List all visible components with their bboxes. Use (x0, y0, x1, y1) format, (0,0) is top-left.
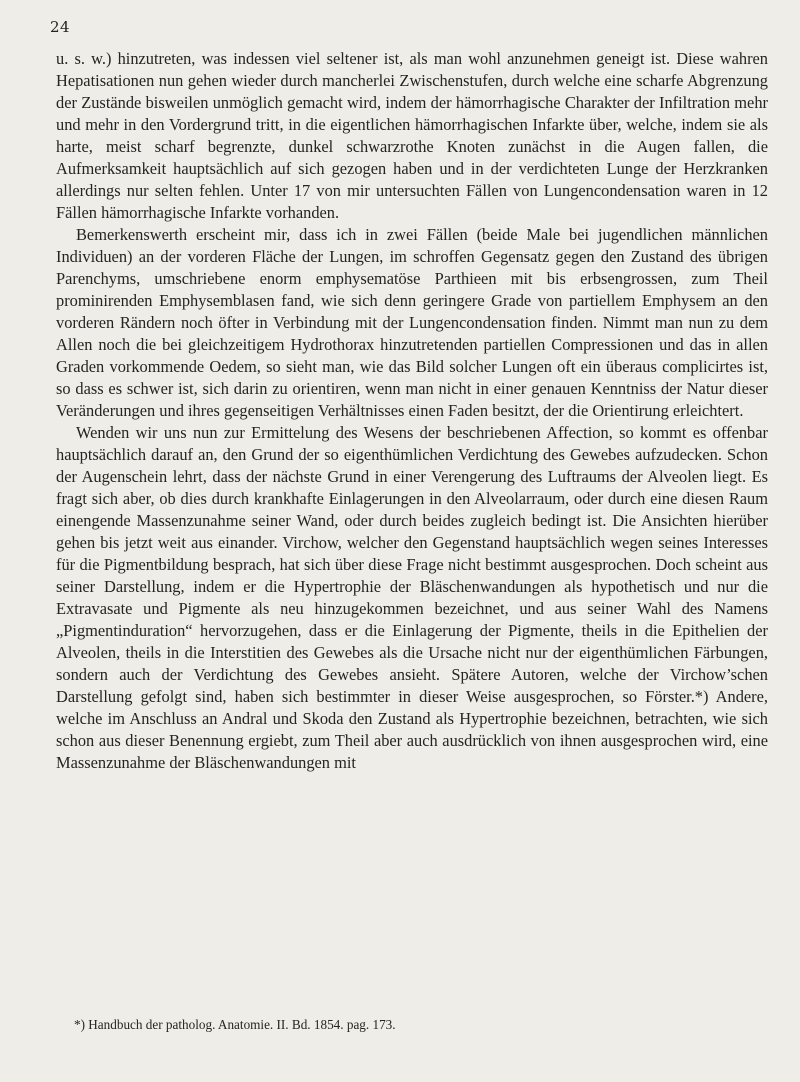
paragraph-2: Bemerkenswerth erscheint mir, dass ich in zwei Fällen (beide Male bei jugendlichen männlichen Individuen) an der vorderen Fläche der Lungen, im schroffen Gegensatz gegen den Zustand des übrigen Parenchyms, umschriebene enorm emphysematöse Parthieen mit bis erbsengrossen, zum Theil prominirenden Emphysemblasen fand, wie sich denn geringere Grade von partiellem Emphysem an den vorderen Rändern noch öfter in Verbindung mit der Lungencondensation finden. Nimmt man nun zu dem Allen noch die bei gleichzeitigem Hydrothorax hinzutretenden partiellen Compressionen und das in allen Graden vorkommende Oedem, so sieht man, wie das Bild solcher Lungen oft ein überaus complicirtes ist, so dass es schwer ist, sich darin zu orientiren, wenn man nicht in einer genauen Kenntniss der Natur dieser Veränderungen und ihres gegenseitigen Verhältnisses einen Faden besitzt, der die Orientirung erleichtert. (56, 225, 768, 420)
footnote: *) Handbuch der patholog. Anatomie. II. Bd. 1854. pag. 173. (74, 1017, 396, 1032)
paragraph-1: u. s. w.) hinzutreten, was indessen viel seltener ist, als man wohl anzunehmen geneigt ist. Diese wahren Hepatisationen nun gehen wieder durch mancherlei Zwischenstufen, durch welche eine scharfe Abgrenzung der Zustände bisweilen unmöglich gemacht wird, indem der hämorrhagische Charakter der Infiltration mehr und mehr in den Vordergrund tritt, in die eigentlichen hämorrhagischen Infarkte über, welche, indem sie als harte, meist scharf begrenzte, dunkel schwarzrothe Knoten zunächst in die Augen fallen, die Aufmerksamkeit hauptsächlich auf sich gezogen haben und in der verdichteten Lunge der Herzkranken allerdings nur selten fehlen. Unter 17 von mir untersuchten Fällen von Lungencondensation waren in 12 Fällen hämorrhagische Infarkte vorhanden. (56, 49, 768, 222)
page-number: 24 (50, 18, 71, 36)
paragraph-3: Wenden wir uns nun zur Ermittelung des Wesens der beschriebenen Affection, so kommt es offenbar hauptsächlich darauf an, den Grund der so eigenthümlichen Verdichtung des Gewebes aufzudecken. Schon der Augenschein lehrt, dass der nächste Grund in einer Verengerung des Luftraums der Alveolen liegt. Es fragt sich aber, ob dies durch krankhafte Einlagerungen in den Alveolarraum, oder durch eine diesen Raum einengende Massenzunahme seiner Wand, oder durch beides zugleich bedingt ist. Die Ansichten hierüber gehen bis jetzt weit aus einander. Virchow, welcher den Gegenstand hauptsächlich wegen seines Interesses für die Pigmentbildung besprach, hat sich über diese Frage nicht bestimmt ausgesprochen. Doch scheint aus seiner Darstellung, indem er die Hypertrophie der Bläschenwandungen als hypothetisch und nur die Extravasate und Pigmente als neu hinzugekommen bezeichnet, und aus seiner Wahl des Namens „Pigmentinduration“ hervorzugehen, dass er die Einlagerung der Pigmente, theils in die Epithelien der Alveolen, theils in die Interstitien des Gewebes als die Ursache nicht nur der eigenthümlichen Färbungen, sondern auch der Verdichtung des Gewebes ansieht. Spätere Autoren, welche der Virchow’schen Darstellung gefolgt sind, haben sich bestimmter in dieser Weise ausgesprochen, so Förster.*) Andere, welche im Anschluss an Andral und Skoda den Zustand als Hypertrophie bezeichnen, betrachten, wie sich schon aus dieser Benennung ergiebt, zum Theil aber auch ausdrücklich von ihnen ausgesprochen wird, eine Massenzunahme der Bläschenwandungen mit (56, 423, 768, 772)
body-text (56, 48, 768, 774)
